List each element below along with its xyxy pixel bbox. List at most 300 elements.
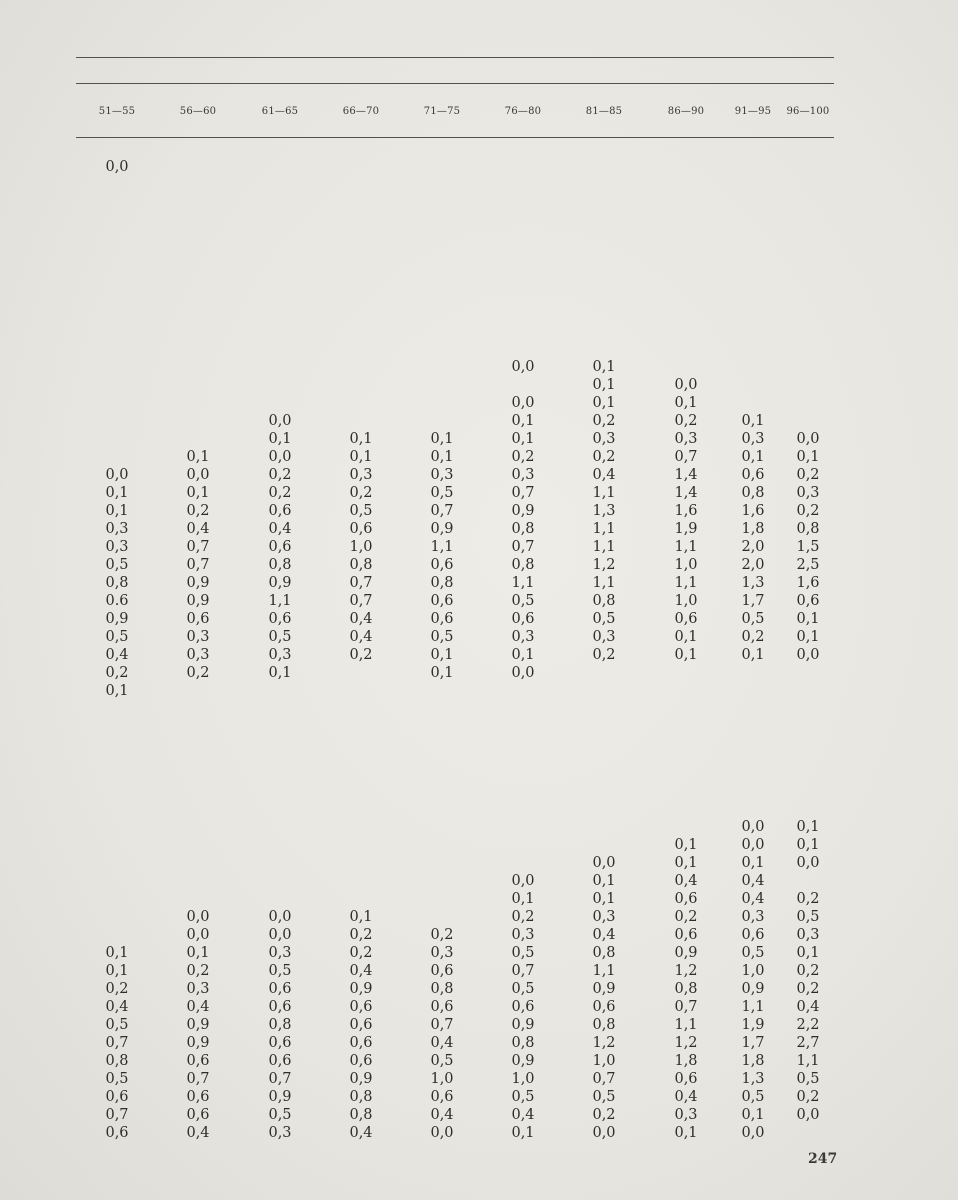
page-number: 247: [808, 1151, 838, 1167]
table-cell: 0,6: [430, 557, 454, 573]
table-cell: 0,9: [186, 593, 210, 609]
table-cell: 0,1: [511, 413, 535, 429]
table-cell: 0,7: [186, 557, 210, 573]
table-cell: 0,0: [741, 1125, 765, 1141]
table-cell: 0,9: [268, 575, 292, 591]
table-cell: 1,1: [592, 539, 616, 555]
table-cell: 0,1: [349, 449, 373, 465]
table-cell: 0,7: [105, 1035, 129, 1051]
table-cell: 0,3: [592, 629, 616, 645]
table-cell: 0,5: [268, 1107, 292, 1123]
column-header-61-65: 61—65: [261, 106, 299, 117]
table-cell: 0,8: [268, 557, 292, 573]
column-header-86-90: 86—90: [667, 106, 705, 117]
table-cell: 0,8: [592, 945, 616, 961]
table-cell: 0,0: [796, 1107, 820, 1123]
table-cell: 0,5: [105, 557, 129, 573]
table-cell: 0,0: [511, 359, 535, 375]
table-cell: 0,2: [796, 1089, 820, 1105]
table-cell: 0,7: [592, 1071, 616, 1087]
table-cell: 0,2: [349, 927, 373, 943]
table-cell: 0,5: [741, 1089, 765, 1105]
table-cell: 1,1: [592, 521, 616, 537]
table-cell: 0,9: [105, 611, 129, 627]
table-cell: 0,1: [741, 855, 765, 871]
table-cell: 0,1: [592, 873, 616, 889]
table-cell: 1,1: [268, 593, 292, 609]
table-cell: 0,6: [674, 611, 698, 627]
table-cell: 0,6: [674, 891, 698, 907]
table-cell: 0,0: [741, 819, 765, 835]
table-cell: 0,5: [105, 1017, 129, 1033]
table-cell: 1,2: [592, 557, 616, 573]
table-cell: 0,8: [105, 575, 129, 591]
table-cell: 0,0: [105, 467, 129, 483]
table-cell: 0,6: [105, 1089, 129, 1105]
table-cell: 0,2: [349, 945, 373, 961]
table-cell: 0,4: [430, 1107, 454, 1123]
table-cell: 0,8: [349, 557, 373, 573]
table-cell: 0,6: [674, 927, 698, 943]
table-cell: 0,1: [105, 683, 129, 699]
table-cell: 0,2: [592, 413, 616, 429]
table-cell: 0,1: [186, 945, 210, 961]
table-cell: 1,2: [592, 1035, 616, 1051]
table-cell: 0,6: [105, 1125, 129, 1141]
table-cell: 0,6: [741, 467, 765, 483]
table-cell: 1,4: [674, 467, 698, 483]
table-cell: 1,0: [430, 1071, 454, 1087]
table-cell: 0,2: [592, 1107, 616, 1123]
table-cell: 0,0: [186, 909, 210, 925]
table-cell: 0,9: [741, 981, 765, 997]
table-cell: 0,0: [268, 413, 292, 429]
table-cell: 0,7: [674, 449, 698, 465]
table-cell: 0,7: [186, 1071, 210, 1087]
column-header-96-100: 96—100: [786, 106, 830, 117]
table-cell: 0,3: [105, 539, 129, 555]
table-cell: 0,4: [796, 999, 820, 1015]
table-cell: 0,5: [511, 981, 535, 997]
table-cell: 0,5: [592, 611, 616, 627]
table-cell: 0,9: [349, 981, 373, 997]
table-cell: 0,2: [796, 503, 820, 519]
table-cell: 0,1: [796, 819, 820, 835]
table-cell: 0,3: [268, 1125, 292, 1141]
column-header-66-70: 66—70: [342, 106, 380, 117]
table-cell: 0,7: [186, 539, 210, 555]
table-cell: 0,1: [268, 665, 292, 681]
table-cell: 0,4: [186, 521, 210, 537]
table-cell: 0,8: [268, 1017, 292, 1033]
table-cell: 0,4: [592, 467, 616, 483]
table-cell: 1,9: [741, 1017, 765, 1033]
table-cell: 0,0: [511, 395, 535, 411]
table-cell: 0,6: [186, 1089, 210, 1105]
table-cell: 0,2: [511, 909, 535, 925]
table-cell: 0,3: [511, 467, 535, 483]
table-header-top-rule: [76, 83, 834, 84]
table-cell: 0,7: [430, 1017, 454, 1033]
table-cell: 0,1: [674, 629, 698, 645]
table-cell: 0,1: [268, 431, 292, 447]
table-cell: 1,9: [674, 521, 698, 537]
table-cell: 1,1: [674, 539, 698, 555]
table-cell: 0,0: [268, 449, 292, 465]
table-top-rule: [76, 57, 834, 58]
table-cell: 0,6: [268, 503, 292, 519]
table-cell: 0,3: [674, 431, 698, 447]
table-cell: 0,3: [674, 1107, 698, 1123]
table-cell: 0,1: [592, 891, 616, 907]
table-cell: 0,1: [592, 395, 616, 411]
table-cell: 0,4: [349, 611, 373, 627]
table-cell: 0,0: [592, 855, 616, 871]
table-cell: 0,1: [674, 1125, 698, 1141]
table-cell: 0,3: [741, 909, 765, 925]
table-cell: 0,2: [105, 665, 129, 681]
table-cell: 0,0: [105, 159, 129, 175]
table-cell: 0,8: [349, 1107, 373, 1123]
table-cell: 0,8: [430, 575, 454, 591]
table-cell: 0,2: [349, 485, 373, 501]
table-cell: 0,9: [186, 1035, 210, 1051]
table-cell: 0,9: [349, 1071, 373, 1087]
table-cell: 0,4: [592, 927, 616, 943]
table-cell: 0,7: [430, 503, 454, 519]
table-cell: 0,9: [430, 521, 454, 537]
table-cell: 0,3: [186, 647, 210, 663]
table-cell: 0,6: [674, 1071, 698, 1087]
column-header-71-75: 71—75: [423, 106, 461, 117]
table-cell: 0,6: [268, 611, 292, 627]
table-cell: 0,7: [349, 575, 373, 591]
table-cell: 1,1: [741, 999, 765, 1015]
table-cell: 0,1: [349, 909, 373, 925]
table-cell: 0,6: [349, 999, 373, 1015]
table-cell: 0,3: [796, 485, 820, 501]
table-cell: 0,5: [796, 1071, 820, 1087]
table-cell: 2,0: [741, 557, 765, 573]
table-cell: 0,6: [349, 1053, 373, 1069]
table-cell: 0,5: [105, 1071, 129, 1087]
table-cell: 0,1: [430, 431, 454, 447]
table-cell: 0,4: [349, 629, 373, 645]
table-cell: 0,3: [592, 431, 616, 447]
table-cell: 0,5: [511, 945, 535, 961]
table-cell: 0,7: [349, 593, 373, 609]
table-cell: 0,5: [796, 909, 820, 925]
table-cell: 0,5: [511, 1089, 535, 1105]
table-cell: 1,1: [430, 539, 454, 555]
table-cell: 0,7: [268, 1071, 292, 1087]
table-cell: 0,4: [186, 999, 210, 1015]
table-cell: 0,0: [674, 377, 698, 393]
table-cell: 1,2: [674, 1035, 698, 1051]
table-cell: 1,7: [741, 593, 765, 609]
table-cell: 0,2: [796, 891, 820, 907]
table-cell: 0,2: [592, 449, 616, 465]
table-cell: 0,1: [796, 945, 820, 961]
table-cell: 0,5: [268, 963, 292, 979]
table-cell: 0,4: [268, 521, 292, 537]
table-cell: 0,3: [511, 927, 535, 943]
table-cell: 0,2: [186, 665, 210, 681]
table-cell: 0,4: [349, 963, 373, 979]
table-cell: 0,2: [796, 981, 820, 997]
table-cell: 2,0: [741, 539, 765, 555]
table-cell: 0,9: [268, 1089, 292, 1105]
table-cell: 0,4: [105, 647, 129, 663]
table-cell: 0,0: [796, 855, 820, 871]
table-cell: 1,8: [741, 521, 765, 537]
table-cell: 0,3: [592, 909, 616, 925]
table-cell: 0,2: [796, 467, 820, 483]
table-cell: 0,5: [741, 611, 765, 627]
table-cell: 1,0: [741, 963, 765, 979]
table-cell: 0,2: [186, 963, 210, 979]
table-cell: 0,5: [592, 1089, 616, 1105]
table-cell: 0,5: [349, 503, 373, 519]
table-cell: 1,7: [741, 1035, 765, 1051]
table-cell: 0,9: [511, 1017, 535, 1033]
table-cell: 0,8: [511, 1035, 535, 1051]
table-cell: 0,9: [511, 1053, 535, 1069]
table-cell: 0,6: [349, 1035, 373, 1051]
table-cell: 0,2: [592, 647, 616, 663]
table-cell: 0,6: [268, 539, 292, 555]
table-cell: 0,8: [674, 981, 698, 997]
table-cell: 0,6: [349, 1017, 373, 1033]
table-cell: 0,0: [268, 927, 292, 943]
table-cell: 0,5: [268, 629, 292, 645]
table-cell: 0,2: [430, 927, 454, 943]
table-cell: 1,0: [511, 1071, 535, 1087]
table-cell: 0,9: [186, 575, 210, 591]
table-cell: 0,0: [186, 467, 210, 483]
table-cell: 0,8: [592, 593, 616, 609]
table-cell: 0,1: [796, 837, 820, 853]
table-cell: 0,7: [105, 1107, 129, 1123]
table-cell: 0,6: [430, 593, 454, 609]
table-cell: 0,1: [105, 945, 129, 961]
table-cell: 0,6: [511, 611, 535, 627]
table-cell: 2,2: [796, 1017, 820, 1033]
table-cell: 1,8: [741, 1053, 765, 1069]
table-cell: 0,6: [430, 611, 454, 627]
table-cell: 1,3: [741, 575, 765, 591]
table-cell: 0,1: [511, 891, 535, 907]
table-cell: 1,8: [674, 1053, 698, 1069]
table-cell: 0,6: [511, 999, 535, 1015]
table-cell: 0,1: [430, 665, 454, 681]
table-cell: 1,1: [592, 963, 616, 979]
table-cell: 0,6: [268, 1053, 292, 1069]
table-cell: 0,8: [511, 521, 535, 537]
table-cell: 0,8: [349, 1089, 373, 1105]
table-cell: 1,2: [674, 963, 698, 979]
table-cell: 0,3: [186, 981, 210, 997]
table-cell: 0,3: [430, 945, 454, 961]
table-cell: 1,0: [674, 593, 698, 609]
table-cell: 0,1: [105, 963, 129, 979]
table-cell: 0,9: [674, 945, 698, 961]
table-cell: 0,4: [741, 873, 765, 889]
table-cell: 0,4: [674, 1089, 698, 1105]
table-cell: 0,7: [674, 999, 698, 1015]
table-cell: 1,6: [741, 503, 765, 519]
table-cell: 0,4: [430, 1035, 454, 1051]
column-header-91-95: 91—95: [734, 106, 772, 117]
table-cell: 0,7: [511, 963, 535, 979]
table-cell: 0,4: [349, 1125, 373, 1141]
table-cell: 0,8: [796, 521, 820, 537]
table-cell: 0,0: [268, 909, 292, 925]
table-cell: 1,0: [674, 557, 698, 573]
table-cell: 0,4: [186, 1125, 210, 1141]
table-cell: 1,3: [592, 503, 616, 519]
table-cell: 0,3: [349, 467, 373, 483]
table-cell: 1,1: [511, 575, 535, 591]
table-cell: 1,1: [592, 575, 616, 591]
table-cell: 0,1: [741, 449, 765, 465]
table-cell: 0,8: [430, 981, 454, 997]
table-cell: 2,5: [796, 557, 820, 573]
table-cell: 0,2: [796, 963, 820, 979]
table-cell: 0,1: [674, 855, 698, 871]
column-header-56-60: 56—60: [179, 106, 217, 117]
table-cell: 0,0: [511, 873, 535, 889]
table-cell: 0,6: [741, 927, 765, 943]
table-cell: 0,9: [186, 1017, 210, 1033]
table-cell: 0,6: [796, 593, 820, 609]
table-cell: 0,1: [511, 431, 535, 447]
table-cell: 0,6: [430, 963, 454, 979]
table-cell: 0,8: [592, 1017, 616, 1033]
table-cell: 0,7: [511, 539, 535, 555]
table-cell: 0,0: [592, 1125, 616, 1141]
table-cell: 0,2: [186, 503, 210, 519]
table-cell: 0,3: [268, 945, 292, 961]
table-cell: 0,0: [796, 647, 820, 663]
table-cell: 1,0: [592, 1053, 616, 1069]
table-cell: 1,4: [674, 485, 698, 501]
table-cell: 0,6: [186, 611, 210, 627]
table-cell: 0,4: [741, 891, 765, 907]
column-header-76-80: 76—80: [504, 106, 542, 117]
table-cell: 0,0: [430, 1125, 454, 1141]
table-cell: 1,1: [674, 575, 698, 591]
table-cell: 0,3: [430, 467, 454, 483]
table-cell: 0,1: [674, 395, 698, 411]
table-cell: 0,3: [268, 647, 292, 663]
table-cell: 0,1: [592, 377, 616, 393]
table-cell: 0,4: [674, 873, 698, 889]
table-cell: 0,1: [674, 647, 698, 663]
table-cell: 0,1: [430, 647, 454, 663]
table-cell: 0,0: [741, 837, 765, 853]
table-cell: 0,9: [511, 503, 535, 519]
table-cell: 0,5: [741, 945, 765, 961]
table-cell: 0,1: [430, 449, 454, 465]
table-cell: 0,2: [268, 485, 292, 501]
table-cell: 0,1: [674, 837, 698, 853]
table-cell: 0,4: [105, 999, 129, 1015]
table-cell: 0,6: [430, 1089, 454, 1105]
table-cell: 0,6: [592, 999, 616, 1015]
table-cell: 0,1: [105, 485, 129, 501]
table-header-bottom-rule: [76, 137, 834, 138]
table-cell: 1,1: [592, 485, 616, 501]
table-cell: 1,0: [349, 539, 373, 555]
table-cell: 0,5: [430, 485, 454, 501]
table-cell: 1,1: [796, 1053, 820, 1069]
table-cell: 0,6: [268, 1035, 292, 1051]
table-cell: 0,1: [741, 1107, 765, 1123]
table-cell: 0,1: [592, 359, 616, 375]
table-cell: 0,5: [430, 629, 454, 645]
table-cell: 1,6: [796, 575, 820, 591]
table-cell: 0,2: [741, 629, 765, 645]
table-cell: 0,2: [674, 413, 698, 429]
table-cell: 0,1: [349, 431, 373, 447]
table-cell: 1,3: [741, 1071, 765, 1087]
table-cell: 0,1: [511, 1125, 535, 1141]
table-cell: 0,0: [511, 665, 535, 681]
table-cell: 0,2: [105, 981, 129, 997]
table-cell: 0,6: [268, 999, 292, 1015]
table-cell: 0,8: [741, 485, 765, 501]
column-header-81-85: 81—85: [585, 106, 623, 117]
table-cell: 0.6: [105, 593, 129, 609]
table-cell: 0,1: [186, 449, 210, 465]
table-cell: 0,3: [741, 431, 765, 447]
table-cell: 0,3: [105, 521, 129, 537]
table-cell: 0,2: [349, 647, 373, 663]
table-cell: 0,3: [511, 629, 535, 645]
table-cell: 0,3: [186, 629, 210, 645]
table-cell: 0,6: [430, 999, 454, 1015]
table-cell: 0,0: [796, 431, 820, 447]
table-cell: 0,5: [430, 1053, 454, 1069]
table-cell: 0,7: [511, 485, 535, 501]
table-cell: 0,6: [349, 521, 373, 537]
table-cell: 0,1: [511, 647, 535, 663]
table-cell: 0,5: [511, 593, 535, 609]
table-cell: 2,7: [796, 1035, 820, 1051]
table-cell: 0,1: [796, 629, 820, 645]
table-cell: 0,1: [186, 485, 210, 501]
table-cell: 0,2: [674, 909, 698, 925]
table-cell: 0,1: [741, 413, 765, 429]
table-cell: 0,4: [511, 1107, 535, 1123]
table-cell: 0,9: [592, 981, 616, 997]
table-cell: 0,5: [105, 629, 129, 645]
table-cell: 0,0: [186, 927, 210, 943]
table-cell: 0,1: [105, 503, 129, 519]
table-cell: 1,1: [674, 1017, 698, 1033]
table-cell: 0,1: [796, 611, 820, 627]
table-cell: 0,1: [796, 449, 820, 465]
table-cell: 0,2: [511, 449, 535, 465]
table-cell: 0,2: [268, 467, 292, 483]
table-cell: 1,5: [796, 539, 820, 555]
table-cell: 0,8: [511, 557, 535, 573]
table-cell: 0,6: [186, 1053, 210, 1069]
table-cell: 1,6: [674, 503, 698, 519]
table-cell: 0,8: [105, 1053, 129, 1069]
column-header-51-55: 51—55: [98, 106, 136, 117]
